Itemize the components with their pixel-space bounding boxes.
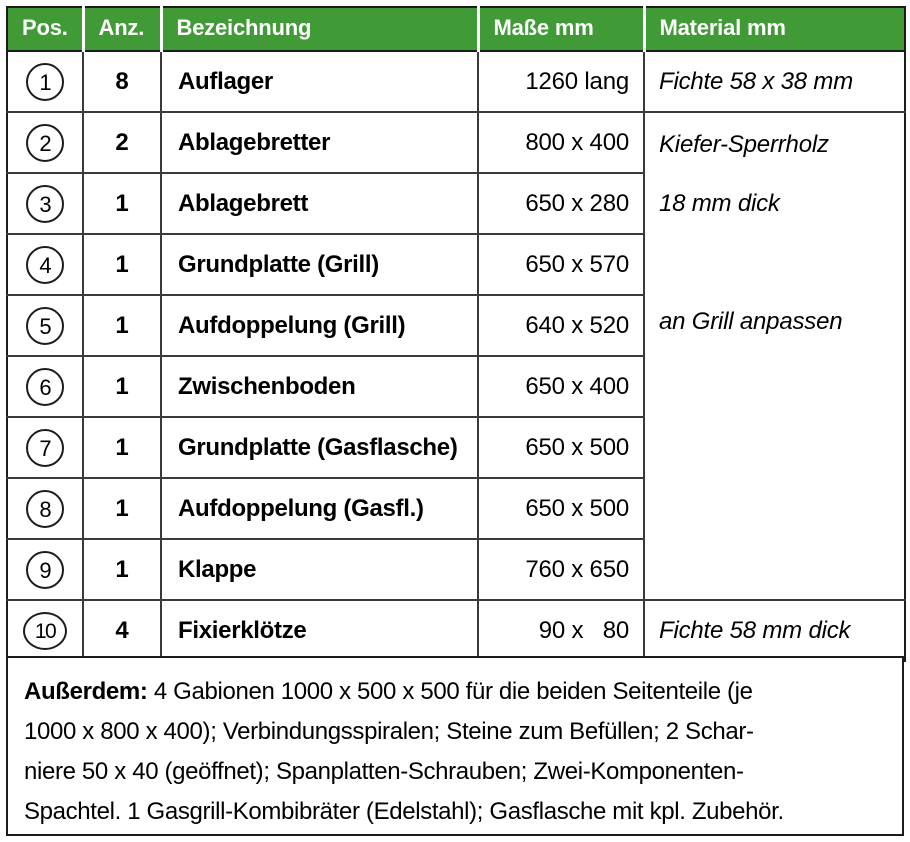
position-badge: 7 bbox=[26, 429, 64, 467]
table-row bbox=[7, 51, 905, 112]
description-cell: Ablagebrett bbox=[161, 173, 478, 234]
position-cell bbox=[7, 173, 83, 234]
position-badge: 4 bbox=[26, 246, 64, 284]
position-cell bbox=[7, 356, 83, 417]
dimensions-cell: 650 x 280 bbox=[478, 173, 644, 234]
quantity-cell: 1 bbox=[83, 173, 161, 234]
additional-materials-note bbox=[6, 656, 904, 836]
column-header-anz: Anz. bbox=[83, 7, 161, 51]
position-badge: 3 bbox=[26, 185, 64, 223]
description-cell: Grundplatte (Grill) bbox=[161, 234, 478, 295]
dimensions-cell: 90 x 80 bbox=[478, 600, 644, 661]
position-cell bbox=[7, 234, 83, 295]
dimensions-cell: 1260 lang bbox=[478, 51, 644, 112]
quantity-cell: 1 bbox=[83, 234, 161, 295]
description-cell: Fixierklötze bbox=[161, 600, 478, 661]
note-line-3: niere 50 x 40 (geöffnet); Spanplatten-Schrauben; Zwei-Komponenten- bbox=[24, 758, 744, 785]
position-cell bbox=[7, 417, 83, 478]
dimensions-cell: 650 x 400 bbox=[478, 356, 644, 417]
column-header-bezeichnung: Bezeichnung bbox=[161, 7, 478, 51]
column-header-pos: Pos. bbox=[7, 7, 83, 51]
header-row bbox=[7, 7, 905, 51]
table-row bbox=[7, 112, 905, 173]
material-line-2: 18 mm dick bbox=[659, 190, 780, 217]
dimensions-cell: 640 x 520 bbox=[478, 295, 644, 356]
material-cell: Fichte 58 x 38 mm bbox=[644, 51, 905, 112]
description-cell: Klappe bbox=[161, 539, 478, 600]
note-lead-label: Außerdem: bbox=[24, 678, 148, 705]
material-line-1: Kiefer-Sperrholz bbox=[659, 131, 829, 158]
position-badge: 9 bbox=[26, 551, 64, 589]
dimensions-cell: 800 x 400 bbox=[478, 112, 644, 173]
note-line-1-rest: 4 Gabionen 1000 x 500 x 500 für die beiden Seitenteile (je bbox=[147, 678, 753, 705]
quantity-cell: 1 bbox=[83, 478, 161, 539]
parts-table bbox=[6, 6, 906, 662]
table-header bbox=[7, 7, 905, 51]
description-cell: Ablagebretter bbox=[161, 112, 478, 173]
column-header-material: Material mm bbox=[644, 7, 905, 51]
position-cell bbox=[7, 295, 83, 356]
description-cell: Auflager bbox=[161, 51, 478, 112]
description-cell: Grundplatte (Gasflasche) bbox=[161, 417, 478, 478]
position-badge: 5 bbox=[26, 307, 64, 345]
position-badge: 1 bbox=[26, 63, 64, 101]
description-cell: Zwischenboden bbox=[161, 356, 478, 417]
dimensions-cell: 650 x 500 bbox=[478, 417, 644, 478]
quantity-cell: 1 bbox=[83, 539, 161, 600]
position-cell bbox=[7, 112, 83, 173]
table-row bbox=[7, 600, 905, 661]
position-badge: 2 bbox=[26, 124, 64, 162]
description-cell: Aufdoppelung (Grill) bbox=[161, 295, 478, 356]
material-cell-merged bbox=[644, 112, 905, 600]
position-cell bbox=[7, 539, 83, 600]
material-cell: Fichte 58 mm dick bbox=[644, 600, 905, 661]
material-line-3: an Grill anpassen bbox=[659, 308, 843, 335]
dimensions-cell: 760 x 650 bbox=[478, 539, 644, 600]
description-cell: Aufdoppelung (Gasfl.) bbox=[161, 478, 478, 539]
quantity-cell: 1 bbox=[83, 295, 161, 356]
dimensions-cell: 650 x 500 bbox=[478, 478, 644, 539]
quantity-cell: 2 bbox=[83, 112, 161, 173]
table-body bbox=[7, 51, 905, 661]
position-cell bbox=[7, 600, 83, 661]
quantity-cell: 1 bbox=[83, 417, 161, 478]
note-line-4: Spachtel. 1 Gasgrill-Kombibräter (Edelstahl); Gasflasche mit kpl. Zubehör. bbox=[24, 798, 784, 825]
quantity-cell: 1 bbox=[83, 356, 161, 417]
note-line-2: 1000 x 800 x 400); Verbindungsspiralen; Steine zum Befüllen; 2 Schar- bbox=[24, 718, 754, 745]
quantity-cell: 4 bbox=[83, 600, 161, 661]
dimensions-cell: 650 x 570 bbox=[478, 234, 644, 295]
position-cell bbox=[7, 478, 83, 539]
note-line-1 bbox=[24, 672, 888, 712]
position-badge: 6 bbox=[26, 368, 64, 406]
position-badge: 8 bbox=[26, 490, 64, 528]
material-text-stack bbox=[645, 113, 904, 599]
position-badge: 10 bbox=[23, 612, 67, 650]
column-header-masse: Maße mm bbox=[478, 7, 644, 51]
position-cell bbox=[7, 51, 83, 112]
quantity-cell: 8 bbox=[83, 51, 161, 112]
